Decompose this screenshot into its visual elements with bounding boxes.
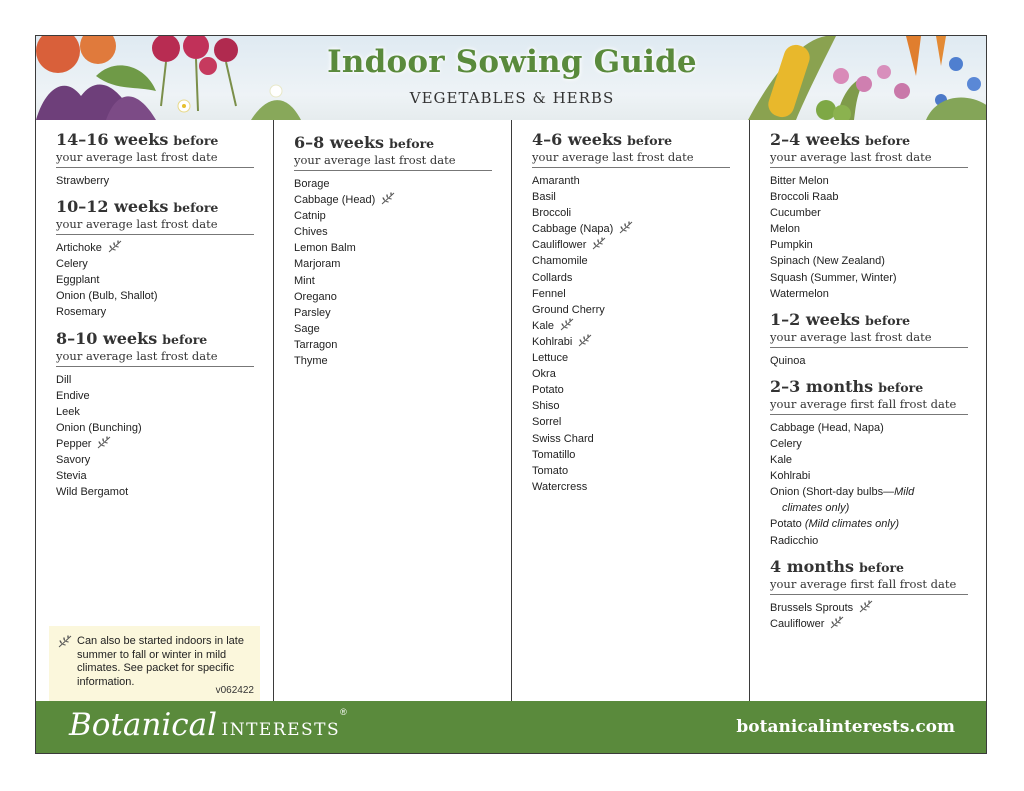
section-subheading: your average last frost date bbox=[294, 153, 492, 171]
list-item: Ground Cherry bbox=[532, 303, 605, 316]
list-item: Onion (Bulb, Shallot) bbox=[56, 290, 158, 303]
list-item: Watermelon bbox=[770, 287, 829, 300]
list-item bbox=[532, 318, 729, 334]
brand-wordmark: INTERESTS bbox=[221, 720, 341, 740]
section-subheading: your average last frost date bbox=[532, 150, 730, 168]
list-item: Watercress bbox=[532, 480, 588, 493]
list-item: Parsley bbox=[294, 306, 331, 319]
list-item: Chives bbox=[294, 226, 328, 239]
list-item: Basil bbox=[532, 191, 556, 204]
section-subheading: your average first fall frost date bbox=[770, 577, 968, 595]
list-item: Oregano bbox=[294, 290, 337, 303]
plant-list bbox=[770, 420, 968, 549]
list-item: Melon bbox=[770, 223, 800, 236]
section-subheading: your average last frost date bbox=[56, 217, 254, 235]
section-before: before bbox=[162, 331, 208, 347]
section-subheading: your average last frost date bbox=[56, 150, 254, 168]
list-item: Celery bbox=[56, 258, 88, 271]
list-item: Rosemary bbox=[56, 306, 107, 319]
section-range: 6–8 weeks bbox=[294, 133, 385, 152]
list-item bbox=[770, 616, 968, 632]
section-range: 10–12 weeks bbox=[56, 197, 169, 217]
leaf-sprig-icon bbox=[559, 318, 575, 331]
section-heading bbox=[770, 377, 968, 396]
section-before: before bbox=[865, 312, 911, 328]
leaf-icon-note bbox=[49, 626, 260, 703]
section-range: 1–2 weeks bbox=[770, 309, 861, 329]
list-item: Wild Bergamot bbox=[56, 486, 129, 499]
section-heading bbox=[294, 133, 491, 152]
list-item: Kohlrabi bbox=[770, 470, 811, 483]
list-item: Chamomile bbox=[532, 255, 588, 268]
plant-list bbox=[56, 173, 253, 189]
list-item: Dill bbox=[56, 373, 72, 386]
list-item: Collards bbox=[532, 271, 573, 284]
list-item-label: Kale bbox=[532, 319, 555, 332]
leaf-sprig-icon bbox=[858, 600, 874, 613]
leaf-sprig-icon bbox=[380, 192, 396, 205]
list-item: Spinach (New Zealand) bbox=[770, 255, 885, 268]
page-subtitle: VEGETABLES & HERBS bbox=[409, 89, 615, 107]
section-4-months bbox=[770, 557, 968, 632]
list-item-label: Cabbage (Head) bbox=[294, 194, 376, 207]
list-item bbox=[532, 334, 729, 350]
leaf-sprig-icon bbox=[107, 240, 123, 253]
section-1-2-weeks bbox=[770, 310, 968, 369]
list-item bbox=[56, 436, 253, 452]
list-item: Endive bbox=[56, 389, 90, 402]
section-8-10-weeks bbox=[56, 329, 253, 501]
list-item-label: Potato bbox=[770, 518, 805, 531]
list-item-label: Onion (Short-day bulbs— bbox=[770, 486, 895, 499]
brand-script: Botanical bbox=[69, 707, 218, 743]
website-link[interactable]: botanicalinterests.com bbox=[736, 717, 955, 737]
section-heading bbox=[56, 197, 253, 216]
list-item: Borage bbox=[294, 178, 330, 190]
list-item bbox=[56, 240, 253, 256]
brand-logo bbox=[69, 707, 347, 743]
list-item-note: (Mild climates only) bbox=[804, 518, 899, 531]
section-range: 14–16 weeks bbox=[56, 130, 169, 149]
list-item-label: Cauliflower bbox=[532, 239, 587, 252]
list-item bbox=[532, 221, 729, 237]
section-before: before bbox=[878, 379, 924, 395]
plant-list bbox=[770, 173, 968, 302]
version-code: v062422 bbox=[215, 684, 254, 696]
list-item: Strawberry bbox=[56, 175, 110, 187]
list-item: Shiso bbox=[532, 400, 560, 413]
list-item: Tomato bbox=[532, 464, 569, 477]
list-item: Okra bbox=[532, 368, 556, 381]
list-item: Savory bbox=[56, 454, 91, 467]
section-2-4-weeks bbox=[770, 130, 968, 302]
list-item: Cucumber bbox=[770, 207, 821, 220]
section-heading bbox=[56, 329, 253, 348]
note-text: Can also be started indoors in late summer to fall or winter in mild climates. See packet for specific information. bbox=[77, 635, 244, 688]
list-item-label: Brussels Sprouts bbox=[770, 601, 854, 614]
list-item: Potato bbox=[532, 384, 564, 397]
section-before: before bbox=[865, 133, 911, 148]
leaf-sprig-icon bbox=[618, 221, 634, 234]
list-item: Quinoa bbox=[770, 354, 806, 367]
registered-mark: ® bbox=[340, 707, 347, 717]
list-item-label: Cauliflower bbox=[770, 617, 825, 630]
plant-list bbox=[56, 240, 253, 320]
section-10-12-weeks bbox=[56, 197, 253, 320]
list-item: Stevia bbox=[56, 470, 87, 483]
leaf-sprig-icon bbox=[577, 334, 593, 347]
list-item: Fennel bbox=[532, 287, 566, 300]
column-2 bbox=[274, 120, 512, 703]
section-range: 8–10 weeks bbox=[56, 328, 158, 348]
column-1 bbox=[36, 120, 274, 703]
leaf-sprig-icon bbox=[829, 616, 845, 629]
list-item: Tomatillo bbox=[532, 448, 576, 461]
header-banner bbox=[36, 36, 987, 120]
section-range: 2–3 months bbox=[770, 376, 874, 396]
column-3 bbox=[512, 120, 750, 703]
list-item bbox=[770, 600, 968, 616]
section-subheading: your average last frost date bbox=[770, 330, 968, 348]
list-item: Sage bbox=[294, 322, 320, 335]
section-before: before bbox=[173, 200, 219, 216]
section-2-3-months bbox=[770, 377, 968, 549]
list-item bbox=[532, 237, 729, 253]
list-item: Leek bbox=[56, 405, 80, 418]
plant-list bbox=[532, 173, 729, 495]
list-item: Onion (Bunching) bbox=[56, 421, 142, 434]
list-item-label: Kohlrabi bbox=[532, 335, 573, 348]
list-item: Lettuce bbox=[532, 352, 569, 365]
section-subheading: your average first fall frost date bbox=[770, 397, 968, 415]
list-item-label: Artichoke bbox=[56, 242, 102, 255]
column-4 bbox=[750, 120, 987, 703]
section-range: 4–6 weeks bbox=[532, 130, 623, 149]
leaf-sprig-icon bbox=[57, 635, 73, 648]
list-item: Amaranth bbox=[532, 175, 580, 187]
section-before: before bbox=[627, 133, 673, 148]
section-subheading: your average last frost date bbox=[56, 349, 254, 367]
leaf-sprig-icon bbox=[96, 436, 112, 449]
list-item-label: Cabbage (Napa) bbox=[532, 223, 614, 236]
list-item: Tarragon bbox=[294, 338, 338, 351]
section-before: before bbox=[173, 133, 219, 148]
list-item: Swiss Chard bbox=[532, 432, 594, 445]
section-before: before bbox=[859, 559, 905, 575]
section-range: 2–4 weeks bbox=[770, 130, 861, 149]
list-item: Cabbage (Head, Napa) bbox=[770, 421, 884, 434]
list-item: Broccoli bbox=[532, 207, 572, 220]
list-item: Squash (Summer, Winter) bbox=[770, 271, 897, 284]
plant-list bbox=[294, 176, 491, 369]
leaf-sprig-icon bbox=[591, 237, 607, 250]
list-item: Marjoram bbox=[294, 258, 341, 271]
list-item bbox=[770, 516, 968, 532]
list-item: Mint bbox=[294, 274, 315, 287]
section-6-8-weeks bbox=[294, 133, 491, 369]
list-item: Broccoli Raab bbox=[770, 191, 839, 204]
section-heading bbox=[532, 130, 729, 149]
list-item: Radicchio bbox=[770, 534, 819, 547]
list-item bbox=[294, 192, 491, 208]
list-item-continuation: climates only) bbox=[782, 502, 850, 515]
section-range: 4 months bbox=[770, 556, 854, 576]
list-item: Celery bbox=[770, 437, 802, 450]
list-item-note: Mild bbox=[894, 486, 915, 499]
section-before: before bbox=[389, 136, 435, 151]
plant-list bbox=[770, 600, 968, 632]
list-item: Pumpkin bbox=[770, 239, 813, 252]
sowing-guide-card bbox=[35, 35, 987, 754]
list-item-label: Pepper bbox=[56, 437, 92, 450]
section-heading bbox=[770, 310, 968, 329]
page-title: Indoor Sowing Guide bbox=[327, 44, 697, 80]
section-subheading: your average last frost date bbox=[770, 150, 968, 168]
footer-bar bbox=[36, 701, 987, 753]
list-item: Bitter Melon bbox=[770, 175, 829, 187]
list-item: Thyme bbox=[294, 355, 328, 368]
section-heading bbox=[770, 557, 968, 576]
list-item bbox=[770, 484, 968, 500]
list-item: Sorrel bbox=[532, 416, 562, 429]
section-heading bbox=[770, 130, 968, 149]
list-item: Eggplant bbox=[56, 274, 100, 287]
section-heading bbox=[56, 130, 253, 149]
plant-list bbox=[56, 372, 253, 501]
plant-list bbox=[770, 353, 968, 369]
section-4-6-weeks bbox=[532, 130, 729, 495]
section-14-16-weeks bbox=[56, 130, 253, 189]
list-item: Catnip bbox=[294, 210, 326, 223]
list-item: Lemon Balm bbox=[294, 242, 356, 255]
list-item: Kale bbox=[770, 454, 793, 467]
